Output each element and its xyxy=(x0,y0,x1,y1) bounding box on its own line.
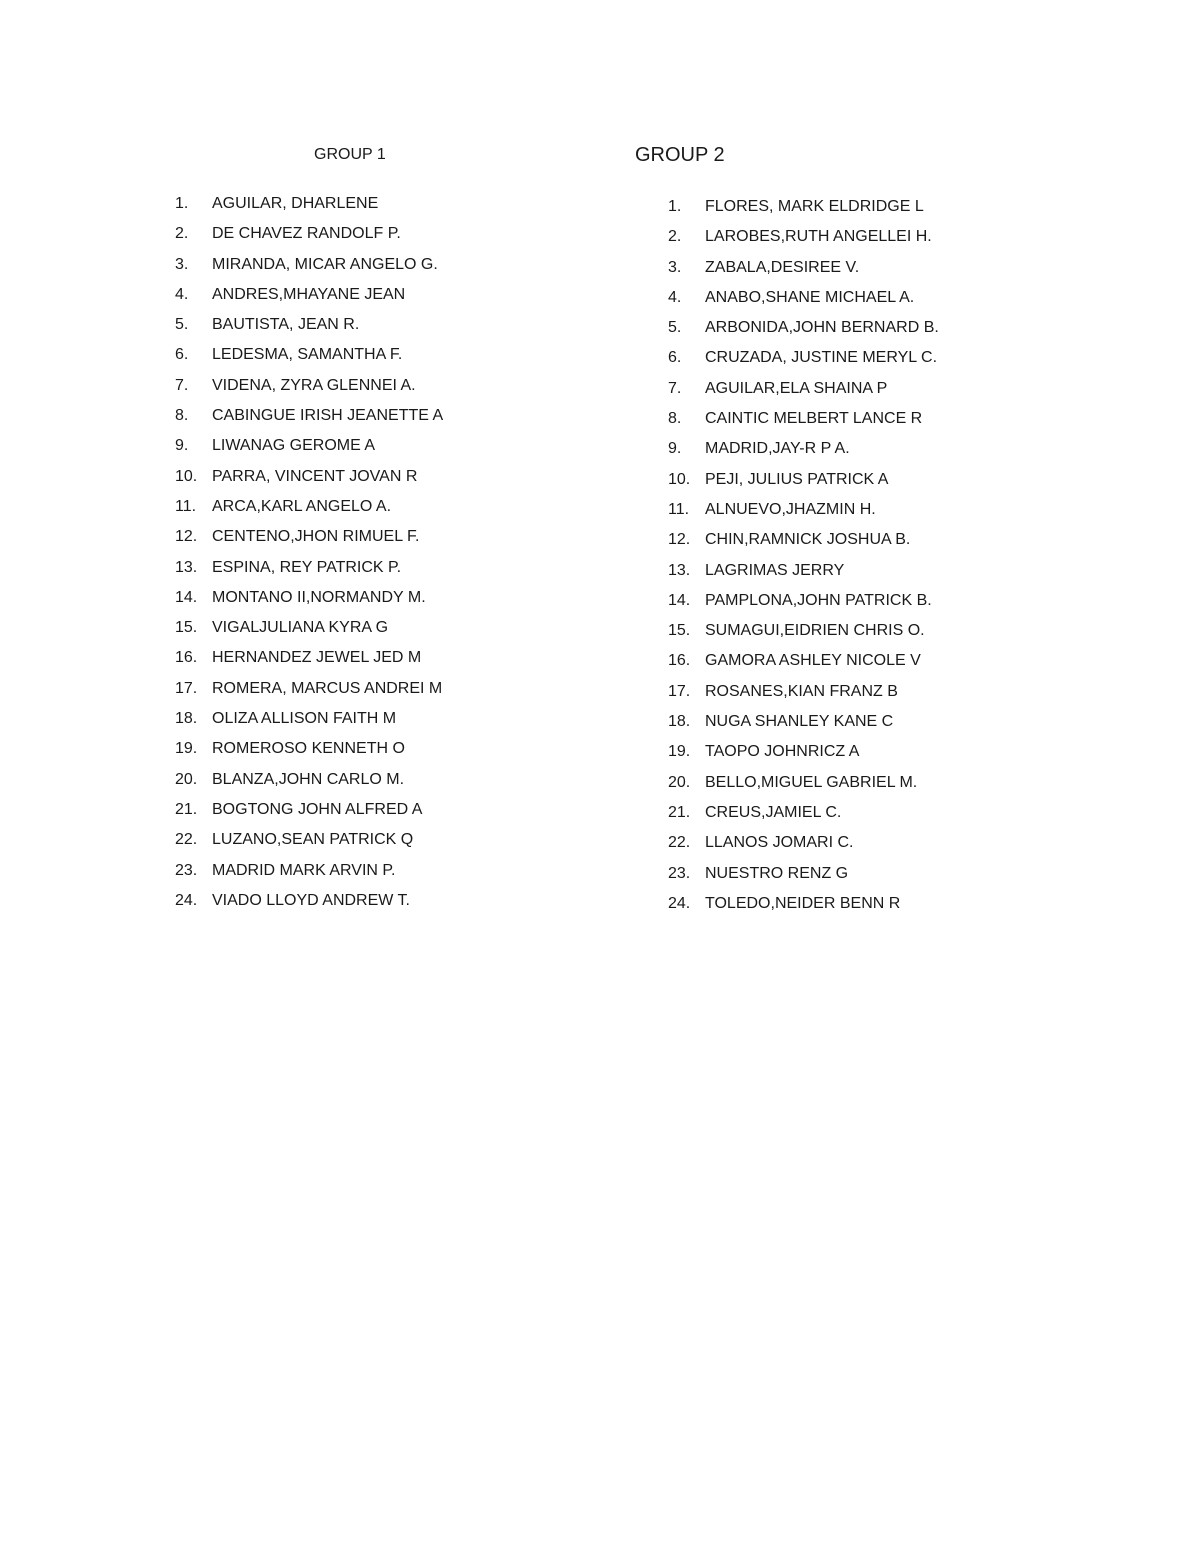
list-item xyxy=(175,528,443,558)
list-item-number: 15. xyxy=(175,619,198,637)
list-item xyxy=(175,225,443,255)
list-item xyxy=(668,471,939,501)
member-name: ZABALA,DESIREE V. xyxy=(705,258,860,276)
list-item xyxy=(668,440,939,470)
member-name: MIRANDA, MICAR ANGELO G. xyxy=(212,255,438,273)
list-item xyxy=(668,683,939,713)
list-item xyxy=(668,622,939,652)
list-item xyxy=(175,377,443,407)
member-name: GAMORA ASHLEY NICOLE V xyxy=(705,652,921,670)
list-item-number: 6. xyxy=(175,346,189,364)
list-item xyxy=(175,559,443,589)
member-name: CABINGUE IRISH JEANETTE A xyxy=(212,407,444,425)
list-item xyxy=(175,892,443,922)
list-item-number: 7. xyxy=(175,376,189,394)
member-name: CHIN,RAMNICK JOSHUA B. xyxy=(705,531,911,549)
list-item-number: 21. xyxy=(175,800,198,818)
list-item xyxy=(175,256,443,286)
list-item-number: 15. xyxy=(668,622,691,640)
list-item xyxy=(668,562,939,592)
list-item xyxy=(668,804,939,834)
member-name: LEDESMA, SAMANTHA F. xyxy=(212,346,403,364)
list-item xyxy=(668,834,939,864)
list-item-number: 22. xyxy=(175,831,198,849)
list-item xyxy=(668,865,939,895)
member-name: OLIZA ALLISON FAITH M xyxy=(212,710,397,728)
list-item-number: 14. xyxy=(668,591,691,609)
list-item xyxy=(175,862,443,892)
group-2-title: GROUP 2 xyxy=(635,144,725,166)
list-item-number: 12. xyxy=(175,528,198,546)
member-name: CREUS,JAMIEL C. xyxy=(705,803,842,821)
list-item xyxy=(175,801,443,831)
member-name: PAMPLONA,JOHN PATRICK B. xyxy=(705,591,932,609)
list-item xyxy=(175,407,443,437)
list-item-number: 19. xyxy=(175,740,198,758)
member-name: CENTENO,JHON RIMUEL F. xyxy=(212,528,420,546)
member-name: ESPINA, REY PATRICK P. xyxy=(212,558,402,576)
list-item-number: 16. xyxy=(668,652,691,670)
list-item-number: 17. xyxy=(175,679,198,697)
member-name: LLANOS JOMARI C. xyxy=(705,834,854,852)
list-item-number: 4. xyxy=(668,288,682,306)
list-item xyxy=(668,198,939,228)
list-item-number: 9. xyxy=(175,437,189,455)
list-item xyxy=(668,895,939,925)
member-name: DE CHAVEZ RANDOLF P. xyxy=(212,225,401,243)
list-item xyxy=(175,771,443,801)
list-item xyxy=(668,410,939,440)
list-item-number: 2. xyxy=(175,225,189,243)
list-item xyxy=(175,831,443,861)
list-item-number: 13. xyxy=(175,558,198,576)
member-name: TOLEDO,NEIDER BENN R xyxy=(705,894,901,912)
member-name: ROSANES,KIAN FRANZ B xyxy=(705,682,898,700)
list-item xyxy=(668,592,939,622)
member-name: LUZANO,SEAN PATRICK Q xyxy=(212,831,414,849)
member-name: ROMEROSO KENNETH O xyxy=(212,740,405,758)
group-2-member-list xyxy=(668,198,939,925)
list-item xyxy=(175,498,443,528)
member-name: BOGTONG JOHN ALFRED A xyxy=(212,800,423,818)
member-name: AGUILAR, DHARLENE xyxy=(212,195,379,212)
member-name: VIDENA, ZYRA GLENNEI A. xyxy=(212,376,416,394)
list-item xyxy=(175,680,443,710)
member-name: FLORES, MARK ELDRIDGE L xyxy=(705,198,924,215)
member-name: VIGALJULIANA KYRA G xyxy=(212,619,389,637)
member-name: ARCA,KARL ANGELO A. xyxy=(212,497,392,515)
list-item-number: 14. xyxy=(175,588,198,606)
list-item-number: 16. xyxy=(175,649,198,667)
member-name: LAGRIMAS JERRY xyxy=(705,561,845,579)
member-name: ALNUEVO,JHAZMIN H. xyxy=(705,500,876,518)
member-name: MADRID,JAY-R P A. xyxy=(705,440,850,458)
list-item-number: 4. xyxy=(175,285,189,303)
member-name: SUMAGUI,EIDRIEN CHRIS O. xyxy=(705,622,925,640)
list-item xyxy=(175,286,443,316)
list-item-number: 8. xyxy=(668,410,682,428)
list-item-number: 11. xyxy=(175,497,197,515)
member-name: MADRID MARK ARVIN P. xyxy=(212,861,396,879)
list-item-number: 7. xyxy=(668,379,682,397)
member-name: BAUTISTA, JEAN R. xyxy=(212,316,360,334)
member-name: TAOPO JOHNRICZ A xyxy=(705,743,860,761)
list-item-number: 18. xyxy=(668,713,691,731)
list-item-number: 21. xyxy=(668,803,691,821)
group-1-member-list xyxy=(175,195,443,922)
member-name: ANDRES,MHAYANE JEAN xyxy=(212,285,406,303)
list-item xyxy=(668,531,939,561)
member-name: PARRA, VINCENT JOVAN R xyxy=(212,467,418,485)
list-item xyxy=(668,743,939,773)
list-item xyxy=(668,774,939,804)
list-item-number: 3. xyxy=(175,255,189,273)
member-name: ARBONIDA,JOHN BERNARD B. xyxy=(705,319,939,337)
list-item xyxy=(175,468,443,498)
list-item-number: 24. xyxy=(175,891,198,909)
list-item xyxy=(668,652,939,682)
list-item-number: 1. xyxy=(175,195,189,212)
list-item xyxy=(175,346,443,376)
list-item xyxy=(668,501,939,531)
member-name: VIADO LLOYD ANDREW T. xyxy=(212,891,410,909)
list-item xyxy=(668,259,939,289)
list-item xyxy=(175,195,443,225)
list-item xyxy=(175,710,443,740)
list-item-number: 1. xyxy=(668,198,682,215)
list-item xyxy=(668,228,939,258)
list-item xyxy=(175,649,443,679)
list-item-number: 22. xyxy=(668,834,691,852)
list-item-number: 6. xyxy=(668,349,682,367)
list-item xyxy=(668,319,939,349)
list-item xyxy=(175,589,443,619)
list-item-number: 13. xyxy=(668,561,691,579)
member-name: MONTANO II,NORMANDY M. xyxy=(212,588,426,606)
list-item-number: 20. xyxy=(175,770,198,788)
group-1-title: GROUP 1 xyxy=(314,146,386,163)
list-item-number: 10. xyxy=(668,470,691,488)
list-item xyxy=(175,619,443,649)
member-name: ROMERA, MARCUS ANDREI M xyxy=(212,679,443,697)
list-item xyxy=(668,349,939,379)
list-item xyxy=(668,713,939,743)
member-name: CAINTIC MELBERT LANCE R xyxy=(705,410,923,428)
list-item-number: 10. xyxy=(175,467,198,485)
member-name: BLANZA,JOHN CARLO M. xyxy=(212,770,405,788)
member-name: AGUILAR,ELA SHAINA P xyxy=(705,379,888,397)
member-name: LIWANAG GEROME A xyxy=(212,437,375,455)
list-item xyxy=(175,740,443,770)
member-name: ANABO,SHANE MICHAEL A. xyxy=(705,288,915,306)
list-item-number: 17. xyxy=(668,682,691,700)
list-item-number: 24. xyxy=(668,894,691,912)
member-name: NUGA SHANLEY KANE C xyxy=(705,713,894,731)
list-item xyxy=(175,316,443,346)
list-item-number: 5. xyxy=(175,316,189,334)
list-item-number: 23. xyxy=(175,861,198,879)
list-item-number: 5. xyxy=(668,319,682,337)
list-item-number: 12. xyxy=(668,531,691,549)
member-name: NUESTRO RENZ G xyxy=(705,864,849,882)
list-item xyxy=(668,289,939,319)
member-name: CRUZADA, JUSTINE MERYL C. xyxy=(705,349,938,367)
list-item-number: 19. xyxy=(668,743,691,761)
list-item-number: 9. xyxy=(668,440,682,458)
member-name: HERNANDEZ JEWEL JED M xyxy=(212,649,422,667)
list-item-number: 3. xyxy=(668,258,682,276)
list-item-number: 8. xyxy=(175,407,189,425)
list-item-number: 11. xyxy=(668,500,690,518)
list-item-number: 23. xyxy=(668,864,691,882)
list-item xyxy=(668,380,939,410)
member-name: PEJI, JULIUS PATRICK A xyxy=(705,470,889,488)
member-name: LAROBES,RUTH ANGELLEI H. xyxy=(705,228,932,246)
list-item-number: 18. xyxy=(175,710,198,728)
list-item-number: 20. xyxy=(668,773,691,791)
list-item xyxy=(175,437,443,467)
list-item-number: 2. xyxy=(668,228,682,246)
member-name: BELLO,MIGUEL GABRIEL M. xyxy=(705,773,918,791)
